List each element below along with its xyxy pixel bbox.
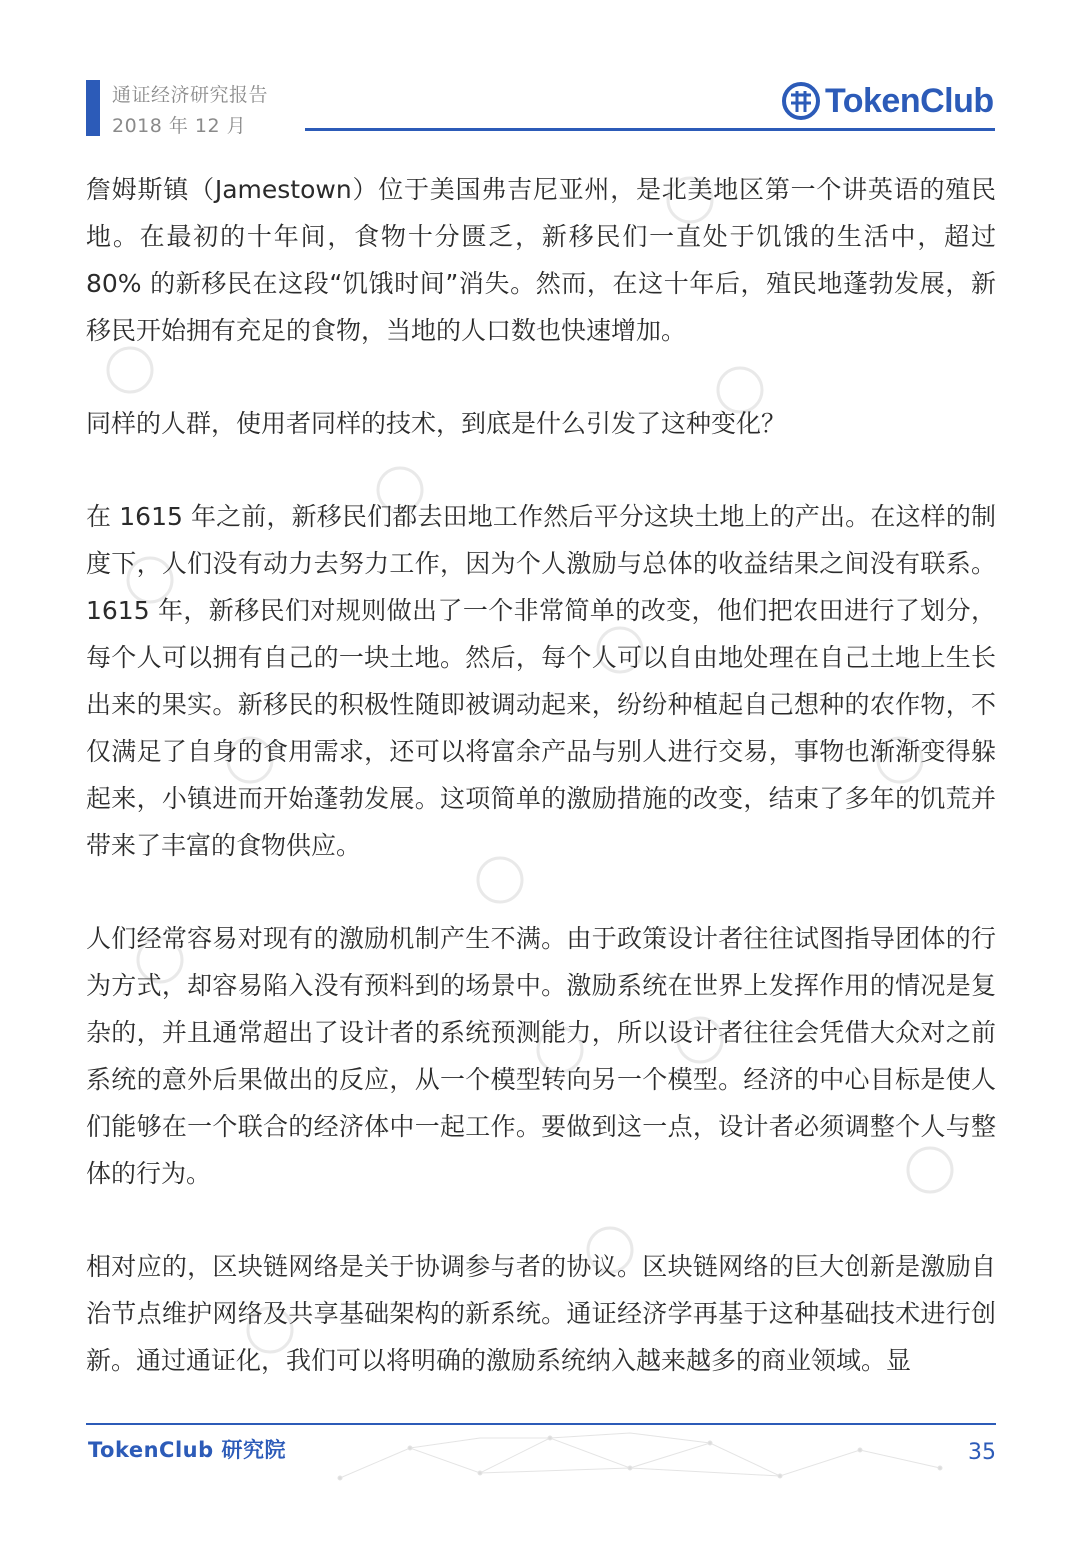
footer-divider (86, 1423, 996, 1425)
tokenclub-logo-icon (781, 81, 821, 121)
paragraph-4: 人们经常容易对现有的激励机制产生不满。由于政策设计者往往试图指导团体的行为方式，却容易陷入没有预料到的场景中。激励系统在世界上发挥作用的情况是复杂的，并且通常超出了设计者的系统预测能力，所以设计者往往会凭借大众对之前系统的意外后果做出的反应，从一个模型转向另一个模型。经济的中心目标是使人们能够在一个联合的经济体中一起工作。要做到这一点，设计者必须调整个人与整体的行为。 (86, 924, 996, 1188)
paragraph-2: 同样的人群，使用者同样的技术，到底是什么引发了这种变化？ (86, 409, 787, 438)
page-number: 35 (968, 1440, 996, 1465)
header-divider (305, 128, 995, 131)
header-accent-bar (86, 80, 100, 136)
report-date: 2018 年 12 月 (112, 115, 247, 137)
paragraph-3: 在 1615 年之前，新移民们都去田地工作然后平分这块土地上的产出。在这样的制度下，人们没有动力去努力工作，因为个人激励与总体的收益结果之间没有联系。1615 年，新移民们对规则做出了一个非常简单的改变，他们把农田进行了划分，每个人可以拥有自己的一块土地。然后，每个人可以自由地处理在自己土地上生长出来的果实。新移民的积极性随即被调动起来，纷纷种植起自己想种的农作物，不仅满足了自身的食用需求，还可以将富余产品与别人进行交易，事物也渐渐变得躲起来，小镇进而开始蓬勃发展。这项简单的激励措施的改变，结束了多年的饥荒并带来了丰富的食物供应。 (86, 502, 996, 860)
paragraph-5: 相对应的，区块链网络是关于协调参与者的协议。区块链网络的巨大创新是激励自治节点维护网络及共享基础架构的新系统。通证经济学再基于这种基础技术进行创新。通过通证化，我们可以将明确的激励系统纳入越来越多的商业领域。显 (86, 1252, 996, 1375)
logo-wordmark: TokenClub (825, 81, 994, 120)
footer-brand: TokenClub 研究院 (88, 1438, 286, 1462)
report-title: 通证经济研究报告 (112, 84, 269, 106)
paragraph-1: 詹姆斯镇（Jamestown）位于美国弗吉尼亚州，是北美地区第一个讲英语的殖民地。在最初的十年间，食物十分匮乏，新移民们一直处于饥饿的生活中，超过 80% 的新移民在这段“饥饿时间”消失。然而，在这十年后，殖民地蓬勃发展，新移民开始拥有充足的食物，当地的人口数也快速增加。 (86, 175, 996, 345)
tokenclub-logo (781, 80, 994, 122)
article-body (86, 166, 996, 1430)
network-pattern-decoration (330, 1428, 950, 1488)
